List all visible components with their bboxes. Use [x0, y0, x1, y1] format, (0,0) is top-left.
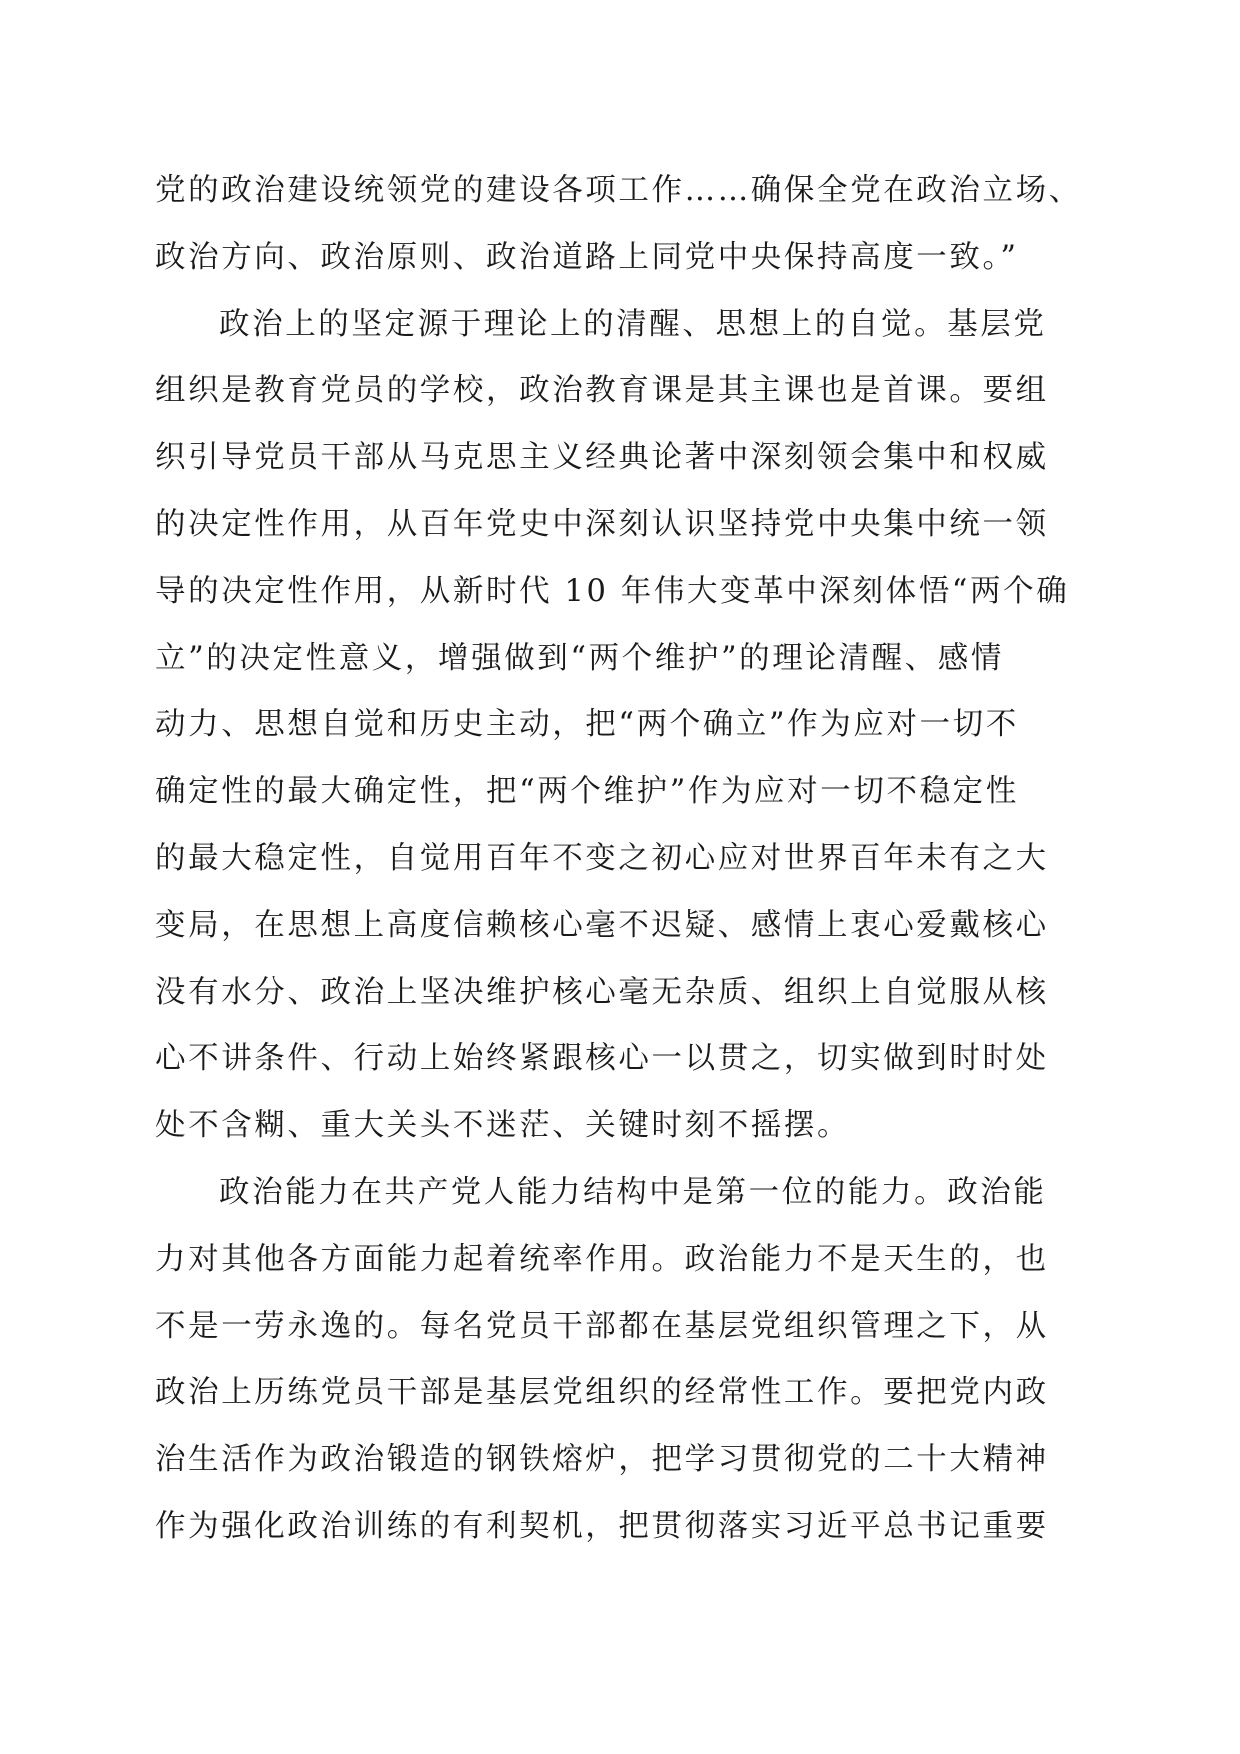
- paragraph-2: [155, 292, 1115, 1160]
- text-line: 组织是教育党员的学校，政治教育课是其主课也是首课。要组: [155, 373, 1049, 409]
- text-line: 的最大稳定性，自觉用百年不变之初心应对世界百年未有之大: [155, 840, 1049, 876]
- body-text: [155, 158, 1115, 1561]
- text-line: 确定性的最大确定性，把“两个维护”作为应对一切不稳定性: [155, 774, 1019, 810]
- text-line: 力对其他各方面能力起着统率作用。政治能力不是天生的，也: [155, 1241, 1049, 1277]
- text-line: 立”的决定性意义，增强做到“两个维护”的理论清醒、感情: [155, 640, 1004, 676]
- text-line: 处不含糊、重大关头不迷茫、关键时刻不摇摆。: [155, 1108, 851, 1144]
- text-line: 政治能力在共产党人能力结构中是第一位的能力。政治能: [219, 1174, 1047, 1210]
- text-line: 政治上历练党员干部是基层党组织的经常性工作。要把党内政: [155, 1375, 1049, 1411]
- text-line: 党的政治建设统领党的建设各项工作……确保全党在政治立场、: [155, 173, 1082, 208]
- text-line: 织引导党员干部从马克思主义经典论著中深刻领会集中和权威: [155, 440, 1049, 476]
- text-line: 政治上的坚定源于理论上的清醒、思想上的自觉。基层党: [219, 306, 1047, 342]
- text-line: 心不讲条件、行动上始终紧跟核心一以贯之，切实做到时时处: [155, 1041, 1049, 1077]
- text-line: 政治方向、政治原则、政治道路上同党中央保持高度一致。”: [155, 239, 1019, 275]
- text-line: 导的决定性作用，从新时代 10 年伟大变革中深刻体悟“两个确: [155, 573, 1070, 609]
- text-line: 不是一劳永逸的。每名党员干部都在基层党组织管理之下，从: [155, 1308, 1049, 1344]
- text-line: 治生活作为政治锻造的钢铁熔炉，把学习贯彻党的二十大精神: [155, 1442, 1049, 1478]
- paragraph-3: [155, 1160, 1115, 1561]
- text-line: 变局，在思想上高度信赖核心毫不迟疑、感情上衷心爱戴核心: [155, 907, 1049, 943]
- text-line: 作为强化政治训练的有利契机，把贯彻落实习近平总书记重要: [155, 1508, 1049, 1544]
- text-line: 的决定性作用，从百年党史中深刻认识坚持党中央集中统一领: [155, 506, 1049, 542]
- text-line: 动力、思想自觉和历史主动，把“两个确立”作为应对一切不: [155, 707, 1019, 743]
- text-line: 没有水分、政治上坚决维护核心毫无杂质、组织上自觉服从核: [155, 974, 1049, 1010]
- paragraph-1: [155, 158, 1115, 292]
